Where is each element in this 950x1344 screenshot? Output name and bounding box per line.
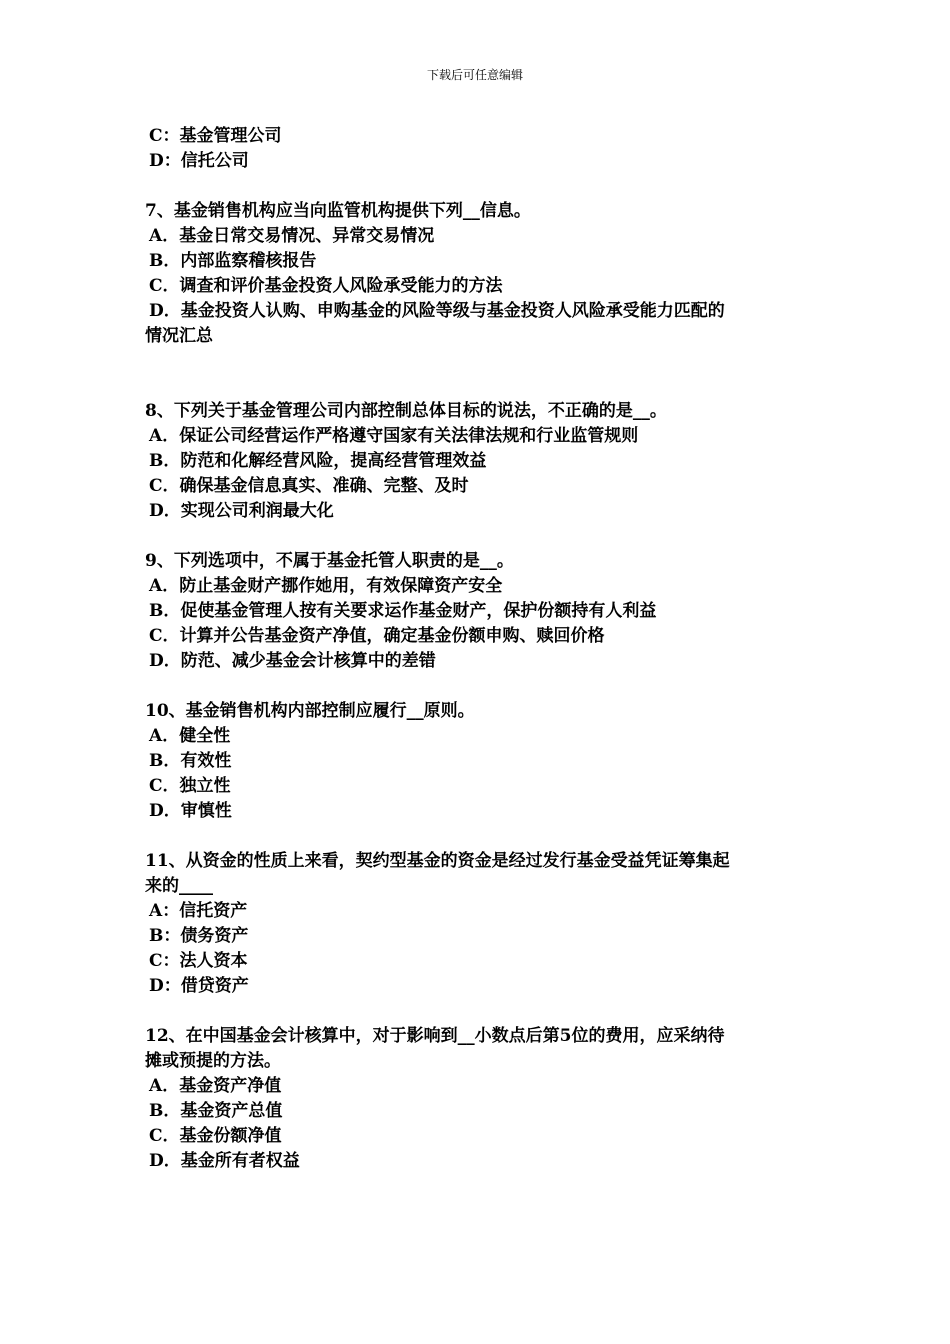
option-c: C．独立性	[149, 776, 231, 796]
option-b: B．内部监察稽核报告	[149, 251, 317, 271]
option-c: C：基金管理公司	[149, 126, 282, 146]
question-stem-continued: 摊或预提的方法。	[145, 1051, 281, 1071]
question-10	[145, 699, 825, 824]
option-a: A．健全性	[149, 726, 231, 746]
option-d: D．基金所有者权益	[149, 1151, 300, 1171]
question-8	[145, 399, 825, 524]
question-stem: 8、下列关于基金管理公司内部控制总体目标的说法，不正确的是__。	[145, 401, 667, 421]
option-a: A．保证公司经营运作严格遵守国家有关法律法规和行业监管规则	[149, 426, 639, 446]
option-b: B．促使基金管理人按有关要求运作基金财产，保护份额持有人利益	[149, 601, 657, 621]
option-c: C：法人资本	[149, 951, 248, 971]
option-a: A．防止基金财产挪作她用，有效保障资产安全	[149, 576, 503, 596]
question-stem: 12、在中国基金会计核算中，对于影响到__小数点后第5位的费用，应采纳待	[145, 1026, 725, 1046]
question-9	[145, 549, 825, 674]
question-stem: 10、基金销售机构内部控制应履行__原则。	[145, 701, 475, 721]
option-d: D．实现公司利润最大化	[149, 501, 334, 521]
option-c: C．计算并公告基金资产净值，确定基金份额申购、赎回价格	[149, 626, 605, 646]
option-b: B．基金资产总值	[149, 1101, 283, 1121]
option-a: A．基金资产净值	[149, 1076, 282, 1096]
option-d: D：信托公司	[149, 151, 249, 171]
option-a: A．基金日常交易情况、异常交易情况	[149, 226, 435, 246]
document-body	[145, 124, 825, 1174]
option-a: A：信托资产	[149, 901, 248, 921]
page-header: 下载后可任意编辑	[426, 68, 523, 82]
question-12	[145, 1024, 825, 1174]
option-d-continued: 情况汇总	[145, 326, 213, 346]
question-stem-continued: 来的____	[145, 876, 213, 896]
question-stem: 11、从资金的性质上来看，契约型基金的资金是经过发行基金受益凭证筹集起	[145, 851, 730, 871]
question-stem: 7、基金销售机构应当向监管机构提供下列__信息。	[145, 201, 531, 221]
option-b: B．有效性	[149, 751, 232, 771]
question-7	[145, 199, 825, 349]
option-d: D：借贷资产	[149, 976, 249, 996]
option-d: D．基金投资人认购、申购基金的风险等级与基金投资人风险承受能力匹配的	[149, 301, 725, 321]
option-c: C．确保基金信息真实、准确、完整、及时	[149, 476, 469, 496]
option-d: D．审慎性	[149, 801, 232, 821]
question-11	[145, 849, 825, 999]
option-c: C．基金份额净值	[149, 1126, 282, 1146]
option-b: B：债务资产	[149, 926, 249, 946]
option-c: C．调查和评价基金投资人风险承受能力的方法	[149, 276, 503, 296]
question-stem: 9、下列选项中，不属于基金托管人职责的是__。	[145, 551, 514, 571]
option-b: B．防范和化解经营风险，提高经营管理效益	[149, 451, 487, 471]
option-d: D．防范、减少基金会计核算中的差错	[149, 651, 436, 671]
